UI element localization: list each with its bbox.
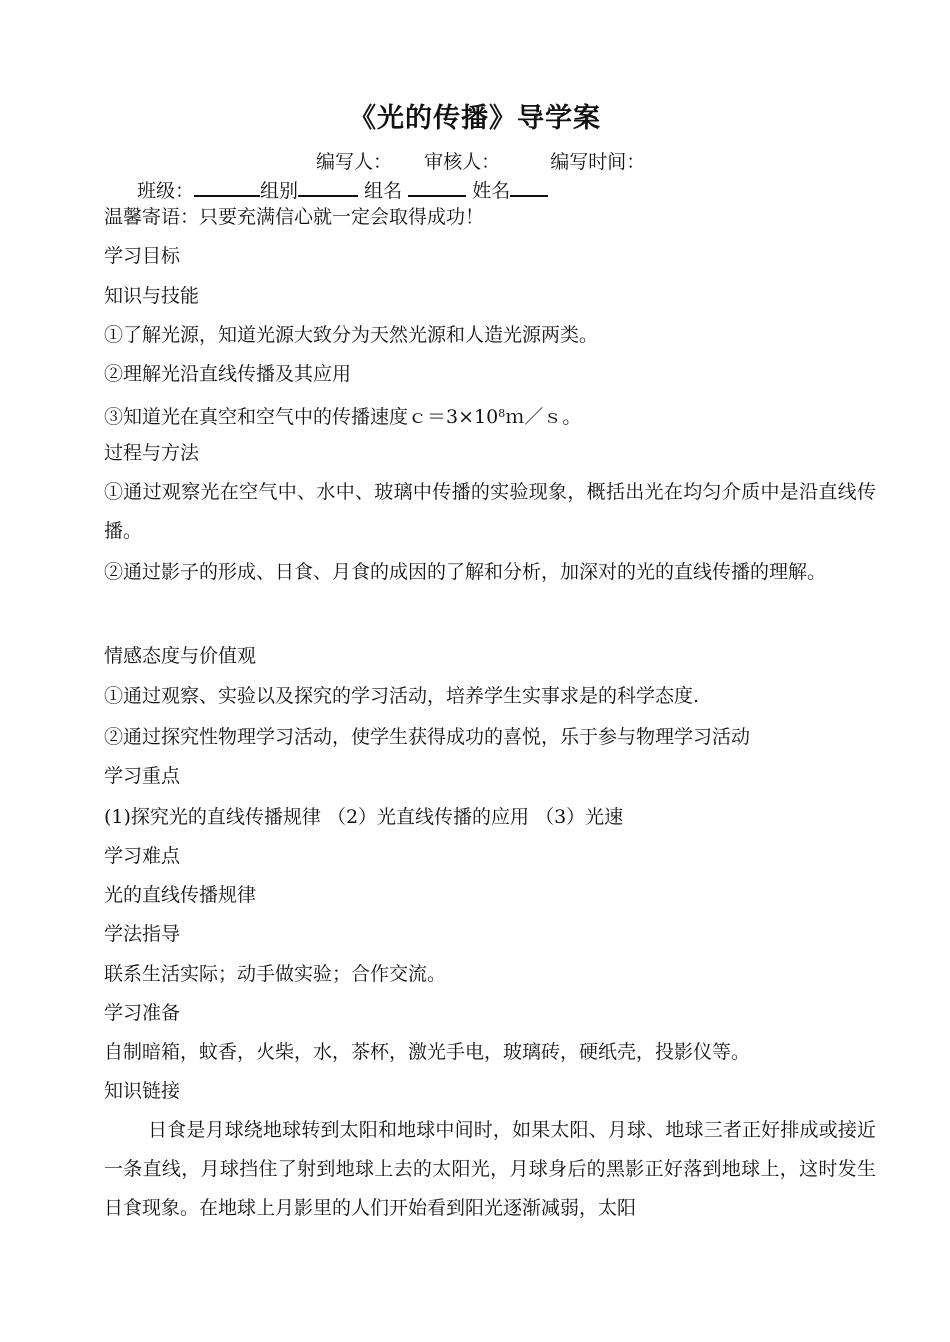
key-points: (1)探究光的直线传播规律 （2）光直线传播的应用 （3）光速	[104, 806, 624, 828]
difficult-heading: 学习难点	[104, 845, 181, 867]
emotion-item-2: ②通过探究性物理学习活动，使学生获得成功的喜悦，乐于参与物理学习活动	[104, 726, 751, 748]
group-label: 组别	[260, 180, 299, 202]
exponent: 8	[498, 407, 506, 420]
motto: 温馨寄语：只要充满信心就一定会取得成功！	[104, 206, 485, 228]
link-heading: 知识链接	[104, 1080, 181, 1102]
name-label: 姓名	[472, 180, 511, 202]
goals-heading: 学习目标	[104, 245, 181, 267]
process-item-2: ②通过影子的形成、日食、月食的成因的了解和分析，加深对的光的直线传播的理解。	[104, 561, 827, 583]
author-label: 编写人：	[316, 151, 393, 173]
student-info-line	[137, 176, 548, 203]
class-blank	[194, 177, 260, 197]
method-text: 联系生活实际；动手做实验；合作交流。	[104, 963, 447, 985]
group-name-label: 组名	[364, 180, 403, 202]
difficult-points: 光的直线传播规律	[104, 884, 257, 906]
method-heading: 学法指导	[104, 923, 181, 945]
class-label: 班级：	[137, 180, 195, 202]
emotion-item-1: ①通过观察、实验以及探究的学习活动，培养学生实事求是的科学态度.	[104, 685, 700, 707]
name-blank	[510, 177, 548, 197]
reviewer-label: 审核人：	[424, 151, 501, 173]
key-heading: 学习重点	[104, 765, 181, 787]
link-text: 日食是月球绕地球转到太阳和地球中间时，如果太阳、月球、地球三者正好排成或接近一条直线，月球挡住了射到地球上去的太阳光，月球身后的黑影正好落到地球上，这时发生日食现象。在地球上月影里的人们开始看到阳光逐渐减弱，太阳	[104, 1119, 876, 1219]
knowledge-item-2: ②理解光沿直线传播及其应用	[104, 363, 352, 385]
document-title: 《光的传播》导学案	[349, 103, 601, 134]
emotion-heading: 情感态度与价值观	[104, 645, 257, 667]
prep-text: 自制暗箱，蚊香，火柴，水，茶杯，激光手电，玻璃砖，硬纸壳，投影仪等。	[104, 1041, 751, 1063]
author-line	[316, 147, 645, 174]
process-heading: 过程与方法	[104, 442, 200, 464]
knowledge-item-3-text: ③知道光在真空和空气中的传播速度ｃ＝3×10	[104, 406, 499, 428]
process-item-1: ①通过观察光在空气中、水中、玻璃中传播的实验现象，概括出光在均匀介质中是沿直线传播。	[104, 481, 876, 542]
time-label: 编写时间：	[550, 151, 646, 173]
knowledge-item-3	[104, 403, 581, 428]
knowledge-item-3-unit: ｍ／ｓ。	[505, 406, 582, 428]
knowledge-item-1: ①了解光源，知道光源大致分为天然光源和人造光源两类。	[104, 324, 599, 346]
prep-heading: 学习准备	[104, 1002, 181, 1024]
knowledge-heading: 知识与技能	[104, 285, 200, 307]
group-name-blank	[408, 177, 466, 197]
group-blank	[298, 177, 358, 197]
